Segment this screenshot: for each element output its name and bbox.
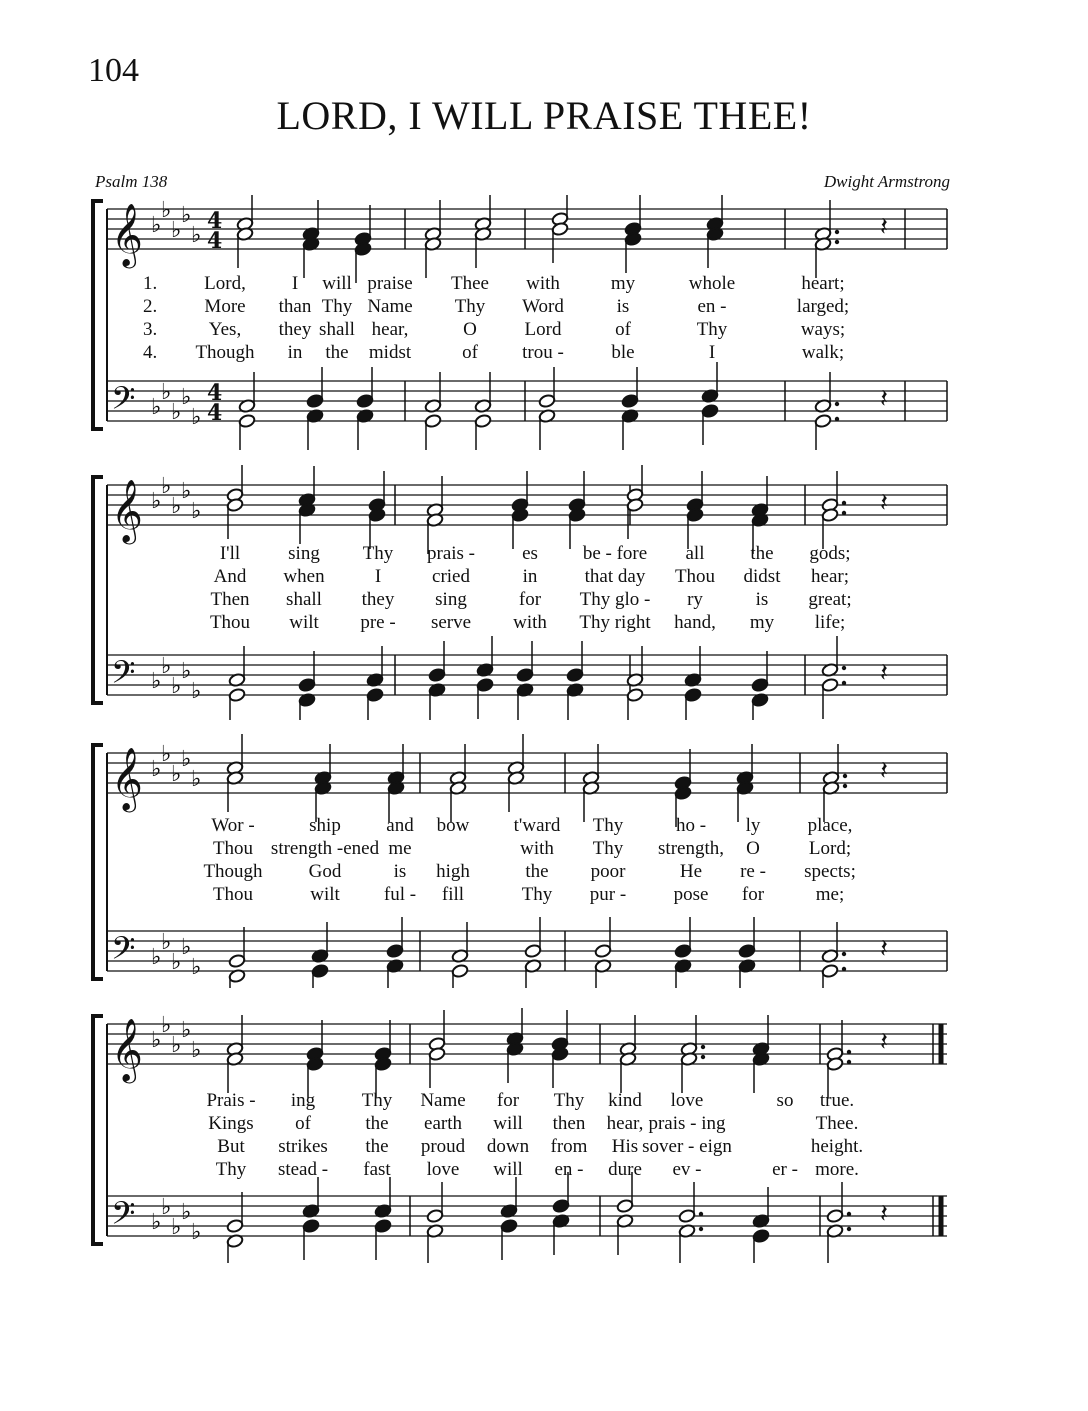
lyric-syllable: hear, [371, 319, 409, 340]
lyric-syllable: hear, [606, 1113, 644, 1134]
tenor-note [516, 668, 534, 683]
lyric-syllable: then [552, 1113, 586, 1134]
key-signature-flat-icon: ♭ [171, 674, 182, 699]
time-signature-bottom: 4 [207, 228, 223, 254]
bass-note [500, 1219, 518, 1234]
quarter-rest-icon: 𝄽 [880, 1199, 888, 1229]
lyric-syllable: of [462, 342, 478, 363]
bass-note [474, 414, 492, 429]
lyric-syllable: His [611, 1136, 639, 1157]
lyric-syllable: life; [814, 612, 846, 633]
lyric-syllable: Thy [215, 1159, 247, 1180]
lyric-syllable: ing [290, 1090, 316, 1111]
lyric-syllable: t'ward [513, 815, 561, 836]
key-signature-flat-icon: ♭ [181, 1018, 192, 1043]
lyric-line-verse-1 [85, 1090, 965, 1112]
lyric-line-verse-2 [85, 838, 965, 860]
tenor-note [738, 944, 756, 959]
key-signature-flat-icon: ♭ [151, 489, 162, 514]
lyric-syllable: sover - eign [642, 1136, 732, 1157]
key-signature-flat-icon: ♭ [191, 499, 202, 524]
tenor-note [616, 1199, 634, 1214]
lyric-syllable: Lord [524, 319, 562, 340]
tenor-note [566, 668, 584, 683]
lyric-syllable: ev - [672, 1159, 702, 1180]
lyric-line-verse-4 [85, 342, 965, 364]
lyric-syllable: Thou [674, 566, 716, 587]
tenor-note [552, 1199, 570, 1214]
lyric-syllable: height. [810, 1136, 864, 1157]
lyric-syllable: the [365, 1136, 389, 1157]
quarter-rest-icon: 𝄽 [880, 658, 888, 688]
treble-clef-icon: 𝄞 [111, 747, 143, 810]
lyric-syllable: Lord; [808, 838, 852, 859]
lyric-line-verse-4 [85, 612, 965, 634]
verse-number: 2. [143, 296, 158, 317]
lyric-syllable: Thy [696, 319, 728, 340]
bass-note [424, 414, 442, 429]
lyric-syllable: I [708, 342, 716, 363]
lyric-line-verse-3 [85, 319, 965, 341]
lyric-syllable: wilt [310, 884, 340, 905]
lyric-syllable: ble [611, 342, 635, 363]
lyric-syllable: Thy right [579, 612, 651, 633]
lyric-syllable: strikes [278, 1136, 328, 1157]
lyric-syllable: is [755, 589, 769, 610]
hymn-title: LORD, I WILL PRAISE THEE! [276, 93, 812, 138]
music-system-2 [85, 465, 965, 720]
lyric-syllable: be - fore [582, 543, 648, 564]
lyric-syllable: re - [740, 861, 766, 882]
lyric-line-verse-1 [85, 815, 965, 837]
lyric-syllable: pose [673, 884, 709, 905]
lyric-syllable: down [486, 1136, 530, 1157]
lyric-syllable: Name [420, 1090, 466, 1111]
lyric-syllable: me [388, 838, 412, 859]
lyric-syllable: Though [195, 342, 255, 363]
lyric-syllable: ways; [800, 319, 846, 340]
lyric-syllable: and [386, 815, 414, 836]
lyric-syllable: in [287, 342, 303, 363]
lyric-syllable: love [426, 1159, 460, 1180]
key-signature-flat-icon: ♭ [161, 654, 172, 679]
lyric-syllable: God [308, 861, 342, 882]
key-signature-flat-icon: ♭ [151, 395, 162, 420]
key-signature-flat-icon: ♭ [161, 742, 172, 767]
lyric-syllable: ful - [383, 884, 417, 905]
time-signature-top: 4 [207, 380, 223, 406]
lyric-syllable: prais - [426, 543, 476, 564]
lyric-syllable: Though [203, 861, 263, 882]
lyric-syllable: sing [435, 589, 467, 610]
tenor-note [228, 954, 246, 969]
lyric-syllable: in [522, 566, 538, 587]
lyric-syllable: didst [743, 566, 781, 587]
verse-number: 1. [143, 273, 158, 294]
lyric-syllable: er - [772, 1159, 798, 1180]
lyric-syllable: Lord, [204, 273, 246, 294]
lyric-syllable: en - [697, 296, 727, 317]
tenor-note [621, 394, 639, 409]
melody-note-dot [701, 1045, 705, 1049]
key-signature-flat-icon: ♭ [161, 380, 172, 405]
lyric-syllable: love [670, 1090, 704, 1111]
lyric-syllable: prais - ing [648, 1113, 726, 1134]
tenor-note [594, 944, 612, 959]
lyric-syllable: ship [309, 815, 341, 836]
bass-note [814, 414, 832, 429]
key-signature-flat-icon: ♭ [171, 1033, 182, 1058]
tenor-note [826, 1209, 844, 1224]
tenor-note-dot [835, 402, 839, 406]
lyric-syllable: Thy [454, 296, 486, 317]
scripture-source: Psalm 138 [95, 172, 168, 191]
lyric-line-verse-1 [85, 543, 965, 565]
tenor-note [524, 944, 542, 959]
lyric-syllable: strength -ened [270, 838, 380, 859]
key-signature-flat-icon: ♭ [181, 935, 192, 960]
bass-note-dot [835, 417, 839, 421]
key-signature-flat-icon: ♭ [171, 762, 182, 787]
lyric-syllable: the [750, 543, 774, 564]
lyric-syllable: Kings [208, 1113, 254, 1134]
tenor-note-dot [842, 666, 846, 670]
bass-clef-icon: 𝄢 [111, 930, 136, 974]
lyric-syllable: for [496, 1090, 520, 1111]
tenor-note-dot [842, 952, 846, 956]
treble-clef-icon: 𝄞 [111, 1018, 143, 1081]
key-signature-flat-icon: ♭ [151, 1028, 162, 1053]
melody-note-dot [847, 1050, 851, 1054]
lyric-syllable: Thy [592, 815, 624, 836]
tenor-note [356, 394, 374, 409]
lyric-syllable: kind [608, 1090, 642, 1111]
lyric-syllable: Yes, [208, 319, 242, 340]
tenor-note-dot [699, 1212, 703, 1216]
key-signature-flat-icon: ♭ [191, 405, 202, 430]
lyric-syllable: the [325, 342, 349, 363]
tenor-note [426, 1209, 444, 1224]
lyric-syllable: O [746, 838, 760, 859]
lyric-syllable: all [685, 543, 705, 564]
treble-clef-icon: 𝄞 [111, 479, 143, 542]
lyric-syllable: spects; [804, 861, 856, 882]
verse-number: 4. [143, 342, 158, 363]
lyric-line-verse-3 [85, 1136, 965, 1158]
lyric-syllable: heart; [801, 273, 845, 294]
lyric-syllable: shall [319, 319, 355, 340]
key-signature-flat-icon: ♭ [181, 1200, 192, 1225]
lyric-syllable: pur - [589, 884, 627, 905]
music-system-4 [85, 1008, 965, 1263]
lyric-syllable: more. [815, 1159, 859, 1180]
bass-note-dot [847, 1227, 851, 1231]
bass-note [626, 688, 644, 703]
verse-number: 3. [143, 319, 158, 340]
tenor-note [751, 678, 769, 693]
lyric-syllable: Thy [362, 543, 394, 564]
lyric-syllable: will [493, 1113, 523, 1134]
lyric-syllable: And [213, 566, 247, 587]
bass-note [228, 688, 246, 703]
quarter-rest-icon: 𝄽 [880, 934, 888, 964]
tenor-note [538, 394, 556, 409]
quarter-rest-icon: 𝄽 [880, 1027, 888, 1057]
bass-note-dot [842, 681, 846, 685]
quarter-rest-icon: 𝄽 [880, 756, 888, 786]
key-signature-flat-icon: ♭ [191, 223, 202, 248]
lyric-syllable: for [741, 884, 765, 905]
lyric-syllable: Word [522, 296, 564, 317]
key-signature-flat-icon: ♭ [181, 385, 192, 410]
lyric-syllable: whole [688, 273, 736, 294]
lyric-syllable: Thy [321, 296, 353, 317]
lyric-syllable: en - [554, 1159, 584, 1180]
bass-clef-icon: 𝄢 [111, 654, 136, 698]
melody-note-dot [842, 501, 846, 505]
lyric-syllable: fast [363, 1159, 391, 1180]
lyric-syllable: trou - [522, 342, 564, 363]
lyric-syllable: dure [608, 1159, 642, 1180]
lyric-syllable: stead - [277, 1159, 329, 1180]
lyric-syllable: Thou [209, 612, 251, 633]
key-signature-flat-icon: ♭ [181, 479, 192, 504]
alto-note-dot [835, 240, 839, 244]
tenor-note [674, 944, 692, 959]
lyric-syllable: will [493, 1159, 523, 1180]
lyric-syllable: Thee [451, 273, 489, 294]
lyric-syllable: Wor - [211, 815, 255, 836]
bass-note [476, 678, 494, 693]
lyric-syllable: Name [367, 296, 413, 317]
bass-note [311, 964, 329, 979]
bass-note-dot [699, 1227, 703, 1231]
lyric-syllable: the [365, 1113, 389, 1134]
key-signature-flat-icon: ♭ [161, 1195, 172, 1220]
bass-note [374, 1219, 392, 1234]
alto-note-dot [701, 1055, 705, 1059]
lyric-line-verse-3 [85, 861, 965, 883]
key-signature-flat-icon: ♭ [191, 767, 202, 792]
lyric-syllable: es [522, 543, 538, 564]
bass-note [821, 678, 839, 693]
lyric-syllable: I'll [219, 543, 241, 564]
lyric-syllable: O [463, 319, 477, 340]
lyric-syllable: from [550, 1136, 588, 1157]
lyric-syllable: walk; [801, 342, 845, 363]
key-signature-flat-icon: ♭ [161, 474, 172, 499]
key-signature-flat-icon: ♭ [151, 757, 162, 782]
key-signature-flat-icon: ♭ [171, 494, 182, 519]
key-signature-flat-icon: ♭ [161, 930, 172, 955]
lyric-line-verse-1 [85, 273, 965, 295]
lyric-syllable: wilt [289, 612, 319, 633]
alto-note-dot [847, 1060, 851, 1064]
bass-note [821, 964, 839, 979]
melody-note-dot [843, 774, 847, 778]
treble-clef-icon: 𝄞 [111, 203, 143, 266]
lyric-syllable: Thy [553, 1090, 585, 1111]
tenor-note [428, 668, 446, 683]
lyric-syllable: my [610, 273, 636, 294]
lyric-line-verse-2 [85, 566, 965, 588]
key-signature-flat-icon: ♭ [181, 659, 192, 684]
lyric-syllable: than [278, 296, 312, 317]
composer-credit: Dwight Armstrong [823, 172, 950, 191]
lyric-syllable: I [374, 566, 382, 587]
lyric-syllable: is [393, 861, 407, 882]
key-signature-flat-icon: ♭ [191, 679, 202, 704]
lyric-syllable: ly [745, 815, 761, 836]
lyric-syllable: midst [368, 342, 412, 363]
key-signature-flat-icon: ♭ [151, 669, 162, 694]
lyric-syllable: ry [687, 589, 703, 610]
lyric-syllable: they [278, 319, 312, 340]
key-signature-flat-icon: ♭ [151, 945, 162, 970]
music-system-1 [85, 195, 965, 450]
tenor-note [298, 678, 316, 693]
lyric-syllable: praise [367, 273, 413, 294]
key-signature-flat-icon: ♭ [171, 400, 182, 425]
lyric-syllable: cried [432, 566, 470, 587]
lyric-line-verse-2 [85, 1113, 965, 1135]
key-signature-flat-icon: ♭ [171, 1215, 182, 1240]
lyric-syllable: proud [420, 1136, 466, 1157]
lyric-syllable: More [204, 296, 246, 317]
lyric-syllable: when [283, 566, 325, 587]
bass-note [451, 964, 469, 979]
bass-note [238, 414, 256, 429]
lyric-syllable: He [679, 861, 703, 882]
bass-note [366, 688, 384, 703]
key-signature-flat-icon: ♭ [191, 955, 202, 980]
lyric-syllable: Then [210, 589, 250, 610]
lyric-syllable: my [749, 612, 775, 633]
music-system-3 [85, 733, 965, 988]
lyric-syllable: larged; [796, 296, 850, 317]
lyric-line-verse-4 [85, 1159, 965, 1181]
lyric-line-verse-3 [85, 589, 965, 611]
bass-note [752, 1229, 770, 1244]
lyric-syllable: so [776, 1090, 794, 1111]
key-signature-flat-icon: ♭ [181, 203, 192, 228]
page-number: 104 [88, 52, 139, 89]
lyric-syllable: Thy [361, 1090, 393, 1111]
quarter-rest-icon: 𝄽 [880, 384, 888, 414]
tenor-note [306, 394, 324, 409]
key-signature-flat-icon: ♭ [171, 218, 182, 243]
lyric-syllable: that day [584, 566, 646, 587]
melody-note-dot [835, 230, 839, 234]
lyric-syllable: with [520, 838, 554, 859]
bass-clef-icon: 𝄢 [111, 380, 136, 424]
lyric-line-verse-4 [85, 884, 965, 906]
lyric-syllable: me; [815, 884, 845, 905]
lyric-syllable: Thou [212, 838, 254, 859]
lyric-syllable: ho - [675, 815, 707, 836]
lyric-syllable: true. [819, 1090, 855, 1111]
quarter-rest-icon: 𝄽 [880, 212, 888, 242]
key-signature-flat-icon: ♭ [161, 198, 172, 223]
lyric-syllable: hear; [811, 566, 849, 587]
lyric-syllable: sing [288, 543, 320, 564]
tenor-note [386, 944, 404, 959]
key-signature-flat-icon: ♭ [151, 213, 162, 238]
lyric-syllable: I [291, 273, 299, 294]
lyric-syllable: they [361, 589, 395, 610]
alto-note-dot [843, 784, 847, 788]
lyric-syllable: the [525, 861, 549, 882]
lyric-syllable: strength, [658, 838, 724, 859]
tenor-note [226, 1219, 244, 1234]
lyric-syllable: place, [807, 815, 853, 836]
key-signature-flat-icon: ♭ [191, 1220, 202, 1245]
lyric-syllable: Thy [521, 884, 553, 905]
bass-note-dot [842, 967, 846, 971]
lyric-syllable: of [295, 1113, 311, 1134]
lyric-syllable: hand, [674, 612, 716, 633]
lyric-syllable: will [322, 273, 352, 294]
lyric-syllable: high [436, 861, 470, 882]
lyric-syllable: pre - [360, 612, 396, 633]
alto-note-dot [842, 511, 846, 515]
lyric-syllable: shall [286, 589, 322, 610]
key-signature-flat-icon: ♭ [181, 747, 192, 772]
lyric-syllable: earth [424, 1113, 462, 1134]
quarter-rest-icon: 𝄽 [880, 488, 888, 518]
lyric-syllable: bow [436, 815, 470, 836]
lyric-syllable: fill [441, 884, 465, 905]
lyric-syllable: Thou [212, 884, 254, 905]
lyric-syllable: gods; [809, 543, 851, 564]
lyric-syllable: of [615, 319, 631, 340]
key-signature-flat-icon: ♭ [171, 950, 182, 975]
lyric-syllable: Thee. [815, 1113, 859, 1134]
time-signature-top: 4 [207, 208, 223, 234]
bass-clef-icon: 𝄢 [111, 1195, 136, 1239]
lyric-syllable: Prais - [206, 1090, 256, 1111]
lyric-syllable: with [513, 612, 547, 633]
lyric-syllable: But [217, 1136, 245, 1157]
lyric-syllable: serve [430, 612, 472, 633]
bass-note [701, 404, 719, 419]
key-signature-flat-icon: ♭ [151, 1210, 162, 1235]
time-signature-bottom: 4 [207, 400, 223, 426]
lyric-syllable: Thy [592, 838, 624, 859]
lyric-syllable: great; [808, 589, 852, 610]
lyric-syllable: for [518, 589, 542, 610]
lyric-syllable: with [526, 273, 560, 294]
key-signature-flat-icon: ♭ [161, 1013, 172, 1038]
tenor-note [678, 1209, 696, 1224]
lyric-syllable: Thy glo - [579, 589, 651, 610]
lyric-syllable: is [616, 296, 630, 317]
bass-note [684, 688, 702, 703]
lyric-syllable: poor [590, 861, 626, 882]
tenor-note-dot [847, 1212, 851, 1216]
key-signature-flat-icon: ♭ [191, 1038, 202, 1063]
bass-note [302, 1219, 320, 1234]
lyric-line-verse-2 [85, 296, 965, 318]
